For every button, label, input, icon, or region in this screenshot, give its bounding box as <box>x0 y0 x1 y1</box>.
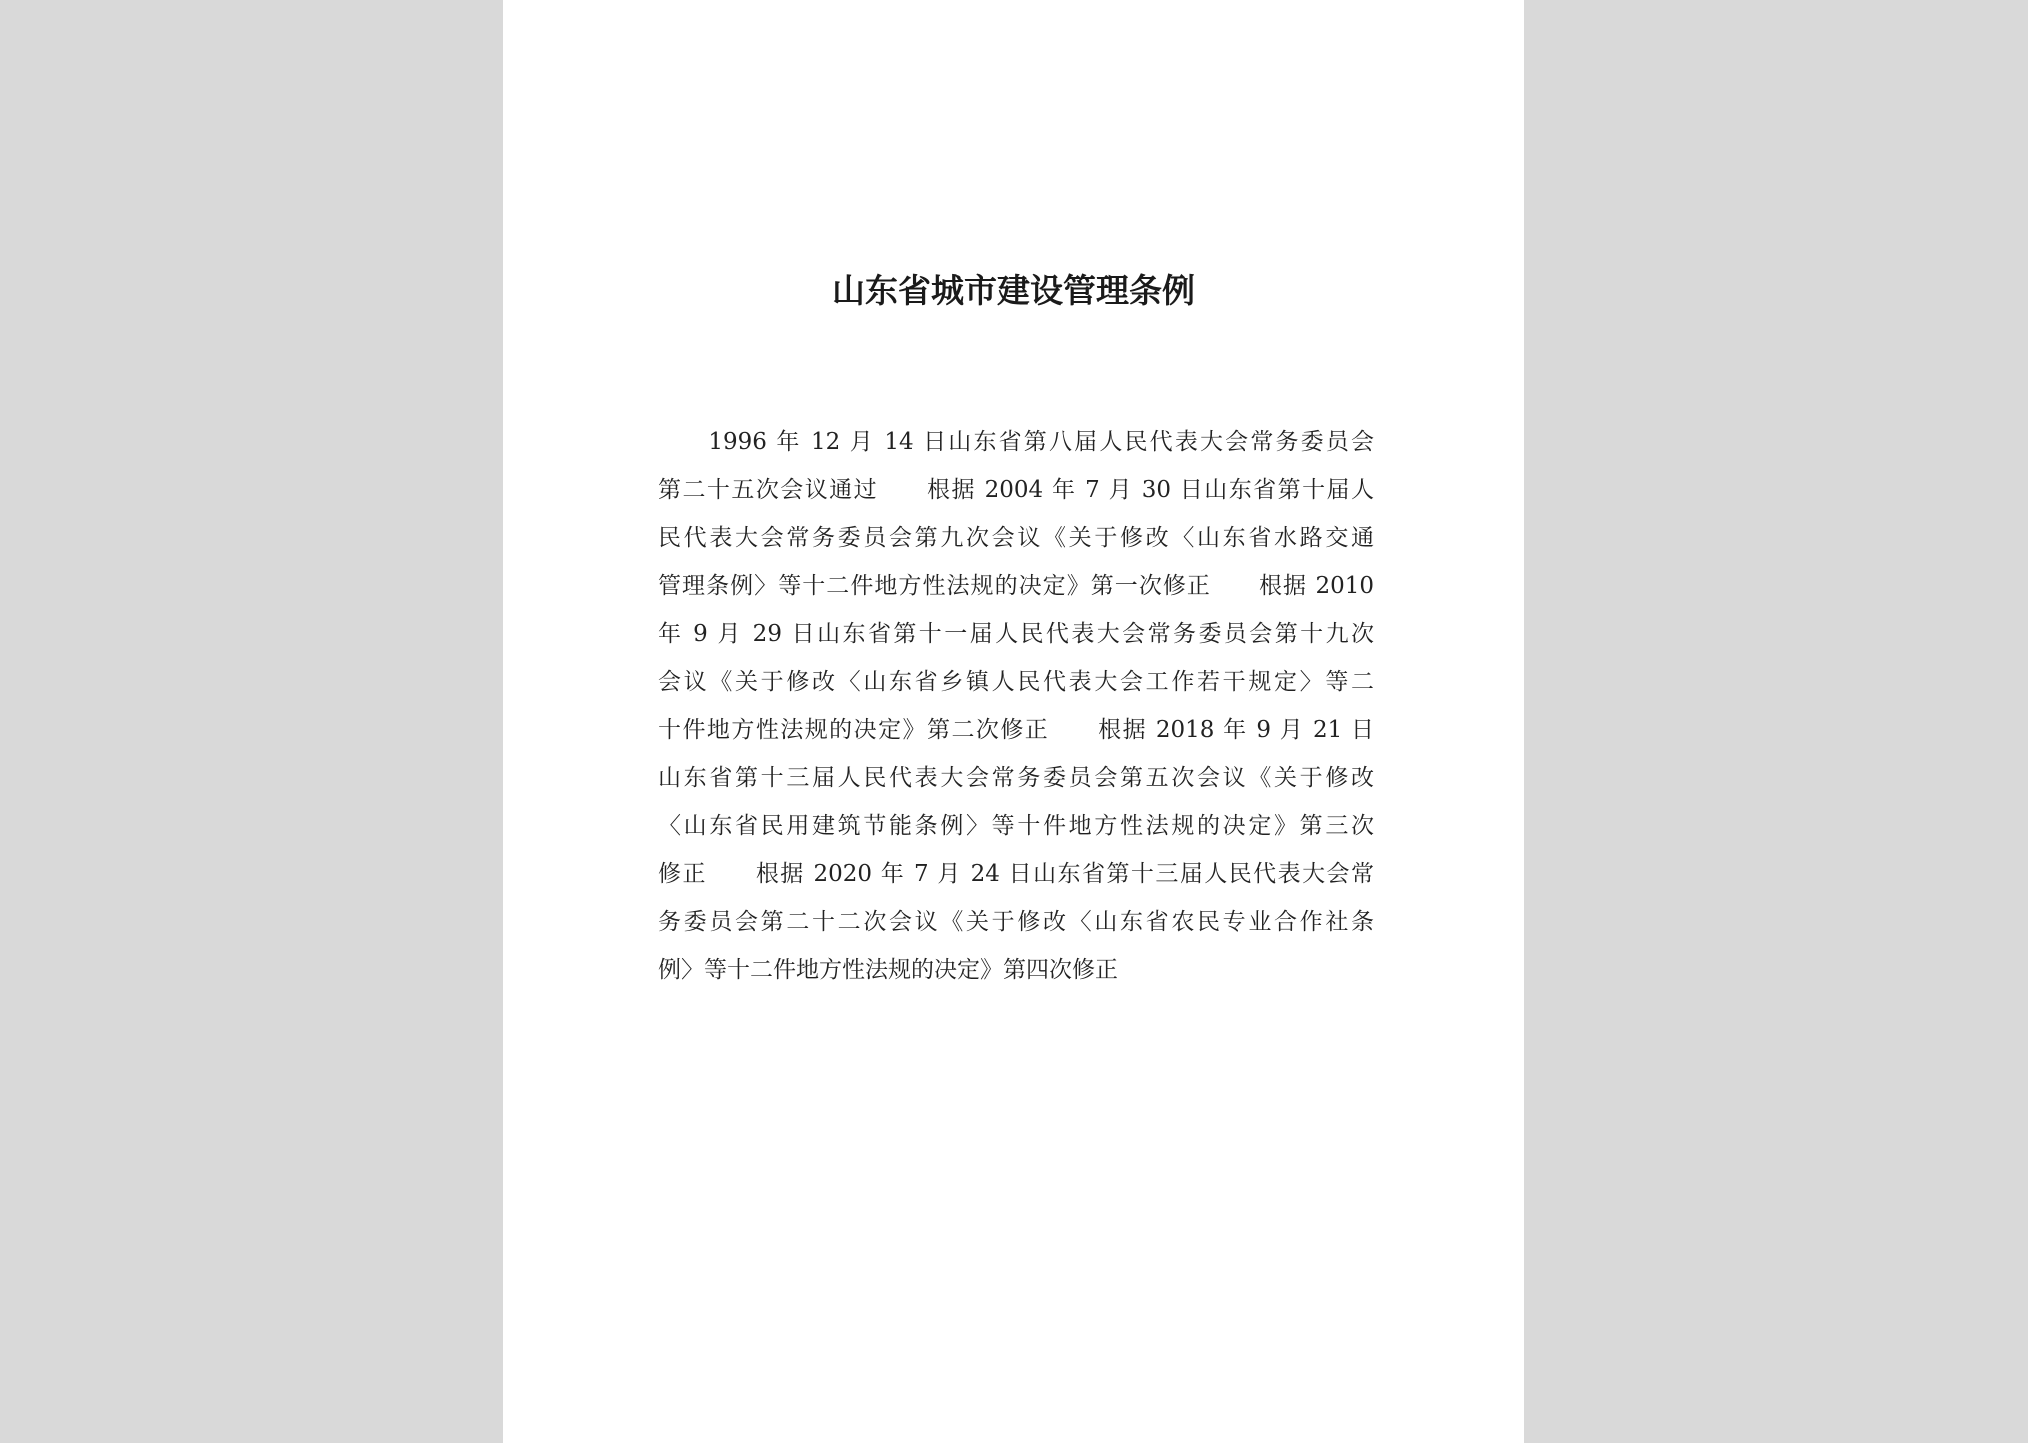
document-title: 山东省城市建设管理条例 <box>832 271 1195 310</box>
paragraph-line: 务委员会第二十二次会议《关于修改〈山东省农民专业合作社条 <box>658 909 1374 935</box>
paragraph-line: 年 9 月 29 日山东省第十一届人民代表大会常务委员会第十九次 <box>658 621 1374 647</box>
paragraph-line: 第二十五次会议通过 根据 2004 年 7 月 30 日山东省第十届人 <box>658 477 1374 503</box>
document-page <box>503 0 1524 1443</box>
paragraph-line: 1996 年 12 月 14 日山东省第八届人民代表大会常务委员会 <box>658 429 1374 455</box>
paragraph-line: 民代表大会常务委员会第九次会议《关于修改〈山东省水路交通 <box>658 525 1374 551</box>
paragraph-line: 山东省第十三届人民代表大会常务委员会第五次会议《关于修改 <box>658 765 1374 791</box>
paragraph-line: 会议《关于修改〈山东省乡镇人民代表大会工作若干规定〉等二 <box>658 669 1374 695</box>
legislative-history-paragraph <box>658 418 1374 994</box>
paragraph-line: 十件地方性法规的决定》第二次修正 根据 2018 年 9 月 21 日 <box>658 717 1374 743</box>
paragraph-line: 〈山东省民用建筑节能条例〉等十件地方性法规的决定》第三次 <box>658 813 1374 839</box>
paragraph-line: 修正 根据 2020 年 7 月 24 日山东省第十三届人民代表大会常 <box>658 861 1374 887</box>
paragraph-line: 管理条例〉等十二件地方性法规的决定》第一次修正 根据 2010 <box>658 573 1374 599</box>
paragraph-line: 例〉等十二件地方性法规的决定》第四次修正 <box>658 957 1118 983</box>
